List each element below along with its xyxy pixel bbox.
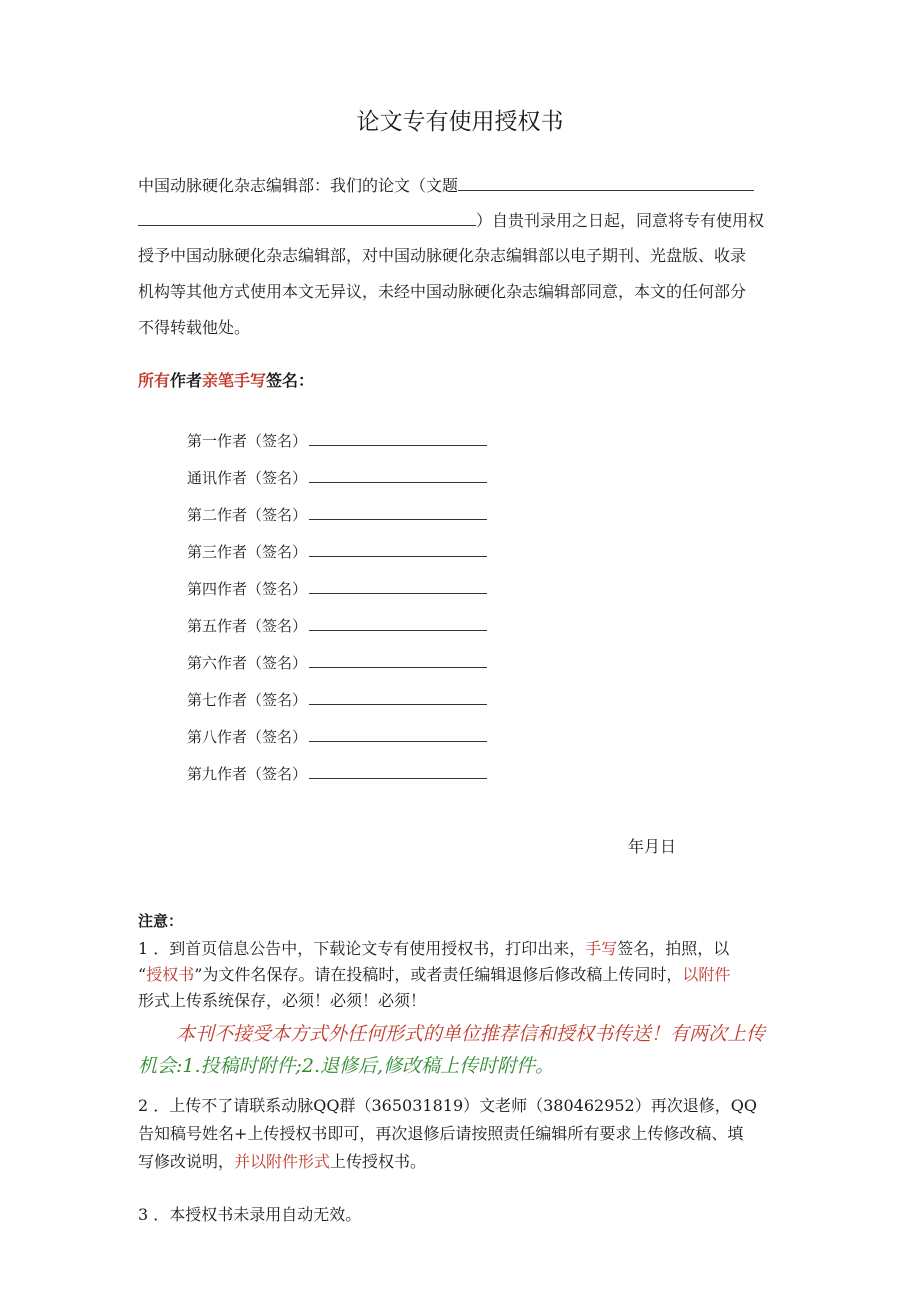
author-row xyxy=(187,541,487,562)
callout-line-1: 本刊不接受本方式外任何形式的单位推荐信和授权书传送！有两次上传 xyxy=(176,1023,766,1045)
note-text: 签名，拍照，以 xyxy=(617,939,730,958)
note-text: “ xyxy=(138,965,147,984)
intro-line-3: 授予中国动脉硬化杂志编辑部，对中国动脉硬化杂志编辑部以电子期刊、光盘版、收录 xyxy=(138,246,747,265)
note-text: 写修改说明， xyxy=(138,1152,235,1171)
author-row xyxy=(187,689,487,710)
signature-line[interactable] xyxy=(309,505,487,520)
note-2 xyxy=(138,1092,798,1176)
authors-heading-all: 所有 xyxy=(138,371,171,390)
note-text: 2 ．上传不了请联系动脉QQ群（365031819）文老师（380462952）再次退修，QQ xyxy=(138,1096,757,1115)
intro-text-1: 中国动脉硬化杂志编辑部：我们的论文（文题 xyxy=(138,176,459,195)
note-text: 3 ．本授权书未录用自动无效。 xyxy=(138,1205,362,1224)
author-row xyxy=(187,763,487,784)
signature-line[interactable] xyxy=(309,431,487,446)
author-row xyxy=(187,467,487,488)
notes-heading: 注意： xyxy=(138,912,184,930)
author-row xyxy=(187,578,487,599)
signature-line[interactable] xyxy=(309,579,487,594)
note-text: 1 ．到首页信息公告中，下载论文专有使用授权书，打印出来， xyxy=(138,939,586,958)
signature-line[interactable] xyxy=(309,764,487,779)
signature-line[interactable] xyxy=(309,616,487,631)
title-blank-1[interactable] xyxy=(458,174,754,191)
author-label: 第七作者（签名） xyxy=(187,691,308,709)
signature-line[interactable] xyxy=(309,542,487,557)
author-label: 第一作者（签名） xyxy=(187,432,308,450)
author-row xyxy=(187,726,487,747)
note-text: 上传授权书。 xyxy=(330,1152,427,1171)
authors-heading-sign: 签名： xyxy=(266,371,315,390)
author-label: 通讯作者（签名） xyxy=(187,469,308,487)
note-3 xyxy=(138,1202,798,1228)
note-highlight: 手写 xyxy=(585,939,618,958)
signature-line[interactable] xyxy=(309,727,487,742)
note-text: 告知稿号姓名+上传授权书即可，再次退修后请按照责任编辑所有要求上传修改稿、填 xyxy=(138,1124,744,1143)
signature-line[interactable] xyxy=(309,653,487,668)
author-row xyxy=(187,615,487,636)
author-row xyxy=(187,430,487,451)
note-highlight: 授权书 xyxy=(146,965,195,984)
authors-heading-handwritten: 亲笔手写 xyxy=(202,371,267,390)
note-highlight: 并以附件形式 xyxy=(234,1152,331,1171)
page-title: 论文专有使用授权书 xyxy=(356,109,564,135)
intro-text-2: ）自贵刊录用之日起，同意将专有使用权 xyxy=(476,211,765,230)
date-label: 年月日 xyxy=(628,837,677,856)
author-label: 第四作者（签名） xyxy=(187,580,308,598)
authors-heading-authors: 作者 xyxy=(170,371,203,390)
signature-line[interactable] xyxy=(309,690,487,705)
author-label: 第三作者（签名） xyxy=(187,543,308,561)
note-highlight: 以附件 xyxy=(682,965,731,984)
intro-line-5: 不得转载他处。 xyxy=(138,318,251,337)
author-label: 第八作者（签名） xyxy=(187,728,308,746)
author-label: 第二作者（签名） xyxy=(187,506,308,524)
author-row xyxy=(187,652,487,673)
intro-line-2 xyxy=(138,209,788,233)
authors-heading xyxy=(138,368,314,391)
author-label: 第六作者（签名） xyxy=(187,654,308,672)
author-row xyxy=(187,504,487,525)
note-1 xyxy=(138,936,798,1014)
author-label: 第九作者（签名） xyxy=(187,765,308,783)
title-blank-2[interactable] xyxy=(138,209,476,226)
note-text: 形式上传系统保存，必须！必须！必须！ xyxy=(138,991,427,1010)
intro-line-1 xyxy=(138,174,788,198)
note-text: ”为文件名保存。请在投稿时，或者责任编辑退修后修改稿上传同时， xyxy=(194,965,683,984)
author-label: 第五作者（签名） xyxy=(187,617,308,635)
intro-line-4: 机构等其他方式使用本文无异议，未经中国动脉硬化杂志编辑部同意，本文的任何部分 xyxy=(138,282,747,301)
callout-line-2: 机会:1.投稿时附件;2.退修后,修改稿上传时附件。 xyxy=(138,1055,555,1077)
signature-line[interactable] xyxy=(309,468,487,483)
